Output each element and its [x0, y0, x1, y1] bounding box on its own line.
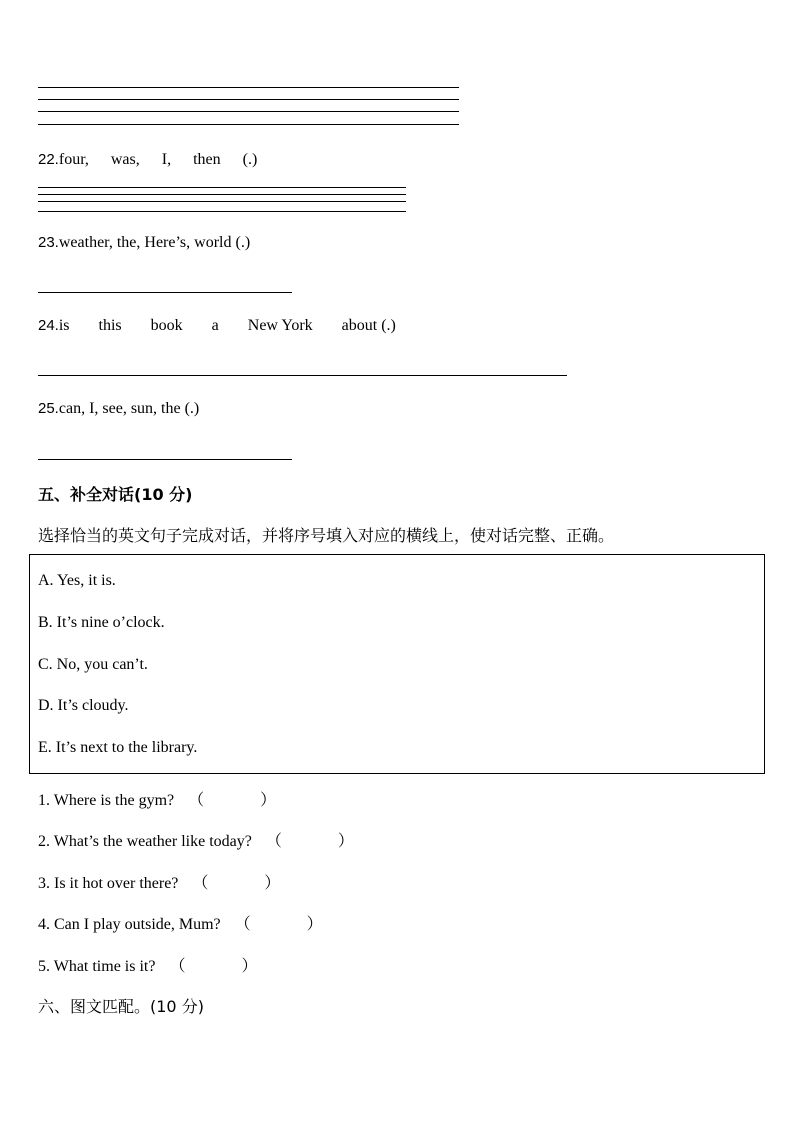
option-d: D. It’s cloudy.: [38, 697, 129, 714]
dialog-question-4: [38, 911, 323, 934]
answer-line: [38, 194, 406, 195]
word: I,: [161, 151, 172, 168]
word: four,: [58, 151, 89, 168]
word: this: [98, 317, 122, 334]
answer-line: [38, 459, 292, 460]
dialog-question-1: [38, 787, 276, 810]
question-text: weather, the, Here’s, world (.): [58, 234, 251, 251]
dialog-text: 4. Can I play outside, Mum?: [38, 916, 221, 933]
question-number: 23.: [38, 234, 59, 251]
answer-line: [38, 87, 459, 88]
word: about (.): [341, 317, 396, 334]
word: a: [211, 317, 219, 334]
dialog-text: 1. Where is the gym?: [38, 792, 175, 809]
dialog-text: 5. What time is it?: [38, 958, 156, 975]
word: then: [193, 151, 221, 168]
word: was,: [110, 151, 140, 168]
section-5-instruction: 选择恰当的英文句子完成对话，并将序号填入对应的横线上，使对话完整、正确。: [38, 526, 615, 545]
answer-line: [38, 124, 459, 125]
section-5-heading: 五、补全对话(10 分): [38, 485, 193, 504]
question-22: [38, 151, 257, 169]
word: book: [150, 317, 183, 334]
dialog-text: 2. What’s the weather like today?: [38, 833, 252, 850]
question-number: 25.: [38, 400, 59, 417]
answer-line: [38, 211, 406, 212]
word: (.): [242, 151, 258, 168]
answer-line: [38, 111, 459, 112]
answer-blank[interactable]: （ ）: [169, 958, 258, 975]
question-text: can, I, see, sun, the (.): [58, 400, 200, 417]
question-25: [38, 400, 199, 418]
question-24: [38, 317, 396, 335]
option-e: E. It’s next to the library.: [38, 739, 198, 756]
section-6-heading: 六、图文匹配。(10 分): [38, 997, 204, 1016]
answer-line: [38, 201, 406, 202]
answer-blank[interactable]: （ ）: [234, 916, 323, 933]
answer-line: [38, 292, 292, 293]
dialog-question-5: [38, 953, 258, 976]
option-c: C. No, you can’t.: [38, 656, 148, 673]
answer-line: [38, 187, 406, 188]
dialog-text: 3. Is it hot over there?: [38, 875, 179, 892]
answer-line: [38, 375, 567, 376]
dialog-question-3: [38, 870, 280, 893]
answer-blank[interactable]: （ ）: [188, 792, 277, 809]
option-a: A. Yes, it is.: [38, 572, 116, 589]
options-box: [29, 554, 765, 774]
dialog-question-2: [38, 828, 354, 851]
answer-blank[interactable]: （ ）: [192, 875, 281, 892]
question-number: 24.: [38, 317, 59, 334]
word: is: [58, 317, 70, 334]
question-number: 22.: [38, 151, 59, 168]
question-23: [38, 234, 250, 252]
word: New York: [247, 317, 313, 334]
answer-line: [38, 99, 459, 100]
option-b: B. It’s nine o’clock.: [38, 614, 165, 631]
answer-blank[interactable]: （ ）: [265, 833, 354, 850]
